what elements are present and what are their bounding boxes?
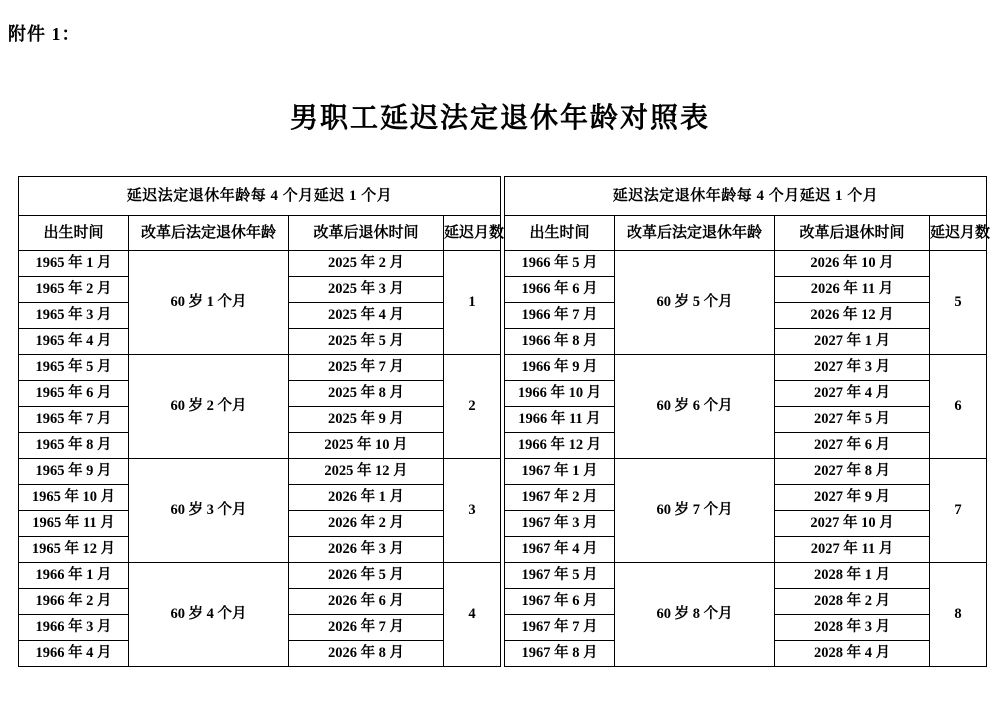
cell-age-left: 60 岁 1 个月 [129, 251, 289, 355]
cell-delay-left: 3 [444, 459, 501, 563]
cell-birth-right: 1966 年 8 月 [505, 329, 615, 355]
table-row [19, 251, 987, 277]
table-column-header-row [19, 216, 987, 251]
cell-retire-right: 2027 年 10 月 [775, 511, 930, 537]
cell-birth-left: 1965 年 3 月 [19, 303, 129, 329]
cell-retire-right: 2027 年 6 月 [775, 433, 930, 459]
cell-birth-left: 1965 年 6 月 [19, 381, 129, 407]
col-header-birth-right: 出生时间 [505, 216, 615, 251]
cell-birth-left: 1965 年 5 月 [19, 355, 129, 381]
group-header-left: 延迟法定退休年龄每 4 个月延迟 1 个月 [19, 177, 501, 216]
cell-age-right: 60 岁 6 个月 [615, 355, 775, 459]
cell-birth-right: 1966 年 5 月 [505, 251, 615, 277]
cell-birth-right: 1967 年 7 月 [505, 615, 615, 641]
cell-retire-right: 2028 年 4 月 [775, 641, 930, 667]
cell-birth-right: 1967 年 1 月 [505, 459, 615, 485]
cell-birth-right: 1967 年 8 月 [505, 641, 615, 667]
cell-retire-right: 2026 年 10 月 [775, 251, 930, 277]
cell-retire-right: 2027 年 11 月 [775, 537, 930, 563]
cell-delay-right: 5 [930, 251, 987, 355]
cell-retire-right: 2028 年 2 月 [775, 589, 930, 615]
retirement-age-table-wrap [18, 176, 991, 667]
cell-retire-right: 2027 年 1 月 [775, 329, 930, 355]
cell-birth-right: 1966 年 11 月 [505, 407, 615, 433]
cell-retire-left: 2026 年 7 月 [289, 615, 444, 641]
retirement-age-table [18, 176, 991, 667]
cell-birth-left: 1965 年 10 月 [19, 485, 129, 511]
cell-birth-left: 1966 年 4 月 [19, 641, 129, 667]
cell-retire-left: 2026 年 5 月 [289, 563, 444, 589]
attachment-label: 附件 1： [8, 24, 81, 44]
cell-retire-right: 2027 年 5 月 [775, 407, 930, 433]
cell-birth-left: 1965 年 8 月 [19, 433, 129, 459]
col-header-age-right: 改革后法定退休年龄 [615, 216, 775, 251]
page-title: 男职工延迟法定退休年龄对照表 [289, 103, 710, 134]
col-header-delay-right: 延迟月数 [930, 216, 987, 251]
cell-retire-left: 2026 年 8 月 [289, 641, 444, 667]
cell-birth-right: 1966 年 12 月 [505, 433, 615, 459]
cell-retire-left: 2025 年 4 月 [289, 303, 444, 329]
cell-birth-right: 1966 年 9 月 [505, 355, 615, 381]
table-body [19, 251, 987, 667]
cell-retire-right: 2028 年 1 月 [775, 563, 930, 589]
cell-delay-left: 2 [444, 355, 501, 459]
cell-retire-left: 2025 年 10 月 [289, 433, 444, 459]
cell-delay-left: 4 [444, 563, 501, 667]
cell-retire-right: 2026 年 12 月 [775, 303, 930, 329]
cell-age-right: 60 岁 7 个月 [615, 459, 775, 563]
table-row [19, 563, 987, 589]
cell-age-left: 60 岁 3 个月 [129, 459, 289, 563]
cell-retire-right: 2027 年 3 月 [775, 355, 930, 381]
cell-retire-right: 2027 年 8 月 [775, 459, 930, 485]
cell-birth-right: 1967 年 3 月 [505, 511, 615, 537]
cell-retire-left: 2026 年 3 月 [289, 537, 444, 563]
cell-age-right: 60 岁 5 个月 [615, 251, 775, 355]
cell-retire-right: 2027 年 9 月 [775, 485, 930, 511]
cell-delay-right: 7 [930, 459, 987, 563]
cell-delay-left: 1 [444, 251, 501, 355]
group-header-right: 延迟法定退休年龄每 4 个月延迟 1 个月 [505, 177, 987, 216]
cell-retire-left: 2025 年 12 月 [289, 459, 444, 485]
table-head [19, 177, 991, 251]
cell-birth-right: 1966 年 10 月 [505, 381, 615, 407]
cell-birth-right: 1967 年 2 月 [505, 485, 615, 511]
cell-retire-right: 2026 年 11 月 [775, 277, 930, 303]
cell-birth-right: 1966 年 6 月 [505, 277, 615, 303]
cell-birth-left: 1965 年 12 月 [19, 537, 129, 563]
cell-birth-left: 1965 年 4 月 [19, 329, 129, 355]
cell-age-left: 60 岁 4 个月 [129, 563, 289, 667]
cell-birth-right: 1967 年 5 月 [505, 563, 615, 589]
cell-birth-left: 1966 年 3 月 [19, 615, 129, 641]
cell-birth-left: 1965 年 9 月 [19, 459, 129, 485]
cell-retire-left: 2025 年 3 月 [289, 277, 444, 303]
cell-retire-left: 2026 年 2 月 [289, 511, 444, 537]
cell-birth-right: 1967 年 4 月 [505, 537, 615, 563]
cell-retire-left: 2026 年 6 月 [289, 589, 444, 615]
table-row [19, 459, 987, 485]
cell-birth-left: 1966 年 2 月 [19, 589, 129, 615]
cell-birth-left: 1965 年 2 月 [19, 277, 129, 303]
cell-age-left: 60 岁 2 个月 [129, 355, 289, 459]
cell-retire-right: 2028 年 3 月 [775, 615, 930, 641]
col-header-delay-left: 延迟月数 [444, 216, 501, 251]
cell-retire-left: 2025 年 5 月 [289, 329, 444, 355]
cell-birth-left: 1965 年 7 月 [19, 407, 129, 433]
cell-birth-left: 1966 年 1 月 [19, 563, 129, 589]
cell-birth-right: 1967 年 6 月 [505, 589, 615, 615]
table-group-header-row [19, 177, 987, 216]
cell-retire-left: 2025 年 7 月 [289, 355, 444, 381]
col-header-age-left: 改革后法定退休年龄 [129, 216, 289, 251]
cell-birth-right: 1966 年 7 月 [505, 303, 615, 329]
cell-retire-left: 2025 年 9 月 [289, 407, 444, 433]
cell-retire-left: 2025 年 2 月 [289, 251, 444, 277]
col-header-retire-right: 改革后退休时间 [775, 216, 930, 251]
col-header-retire-left: 改革后退休时间 [289, 216, 444, 251]
col-header-birth-left: 出生时间 [19, 216, 129, 251]
cell-delay-right: 6 [930, 355, 987, 459]
cell-delay-right: 8 [930, 563, 987, 667]
cell-retire-left: 2026 年 1 月 [289, 485, 444, 511]
cell-birth-left: 1965 年 11 月 [19, 511, 129, 537]
table-row [19, 355, 987, 381]
cell-birth-left: 1965 年 1 月 [19, 251, 129, 277]
cell-retire-left: 2025 年 8 月 [289, 381, 444, 407]
cell-age-right: 60 岁 8 个月 [615, 563, 775, 667]
cell-retire-right: 2027 年 4 月 [775, 381, 930, 407]
